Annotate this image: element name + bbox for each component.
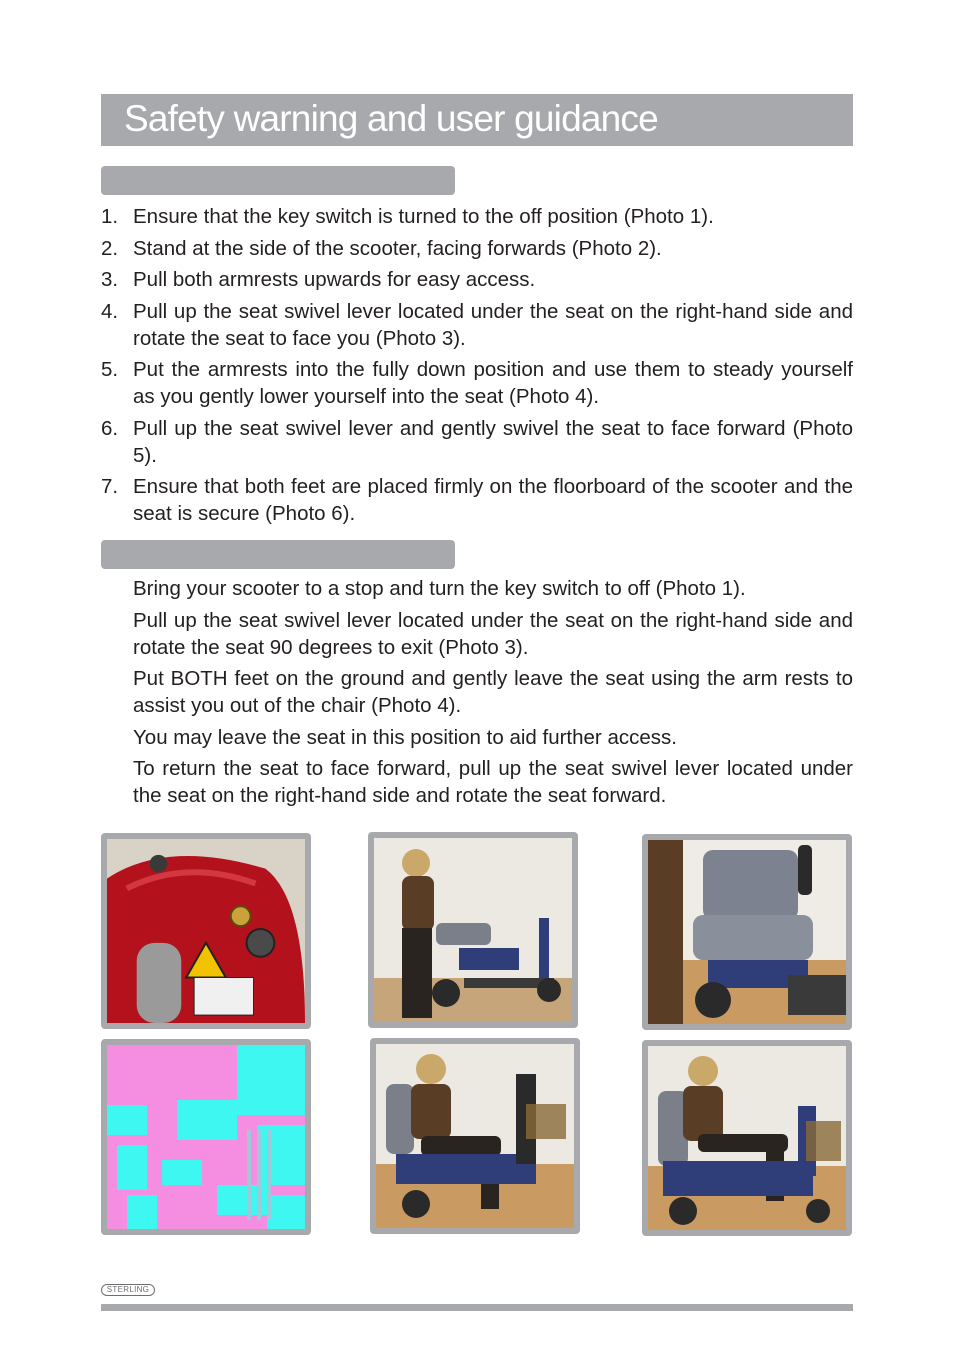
list-item: Bring your scooter to a stop and turn the key switch to off (Photo 1). — [133, 577, 746, 600]
list-item — [101, 266, 853, 293]
list-item: Pull up the seat swivel lever located under the seat on the right-hand side and rotate the seat 90 degrees to exit (Photo 3). — [133, 608, 853, 659]
step-number: 1. — [101, 205, 119, 228]
photo-6-seated-secure — [642, 1040, 852, 1236]
step-number: 6. — [101, 416, 119, 440]
list-item — [101, 356, 853, 410]
list-item — [101, 203, 853, 230]
step-number: 2. — [101, 236, 119, 260]
photo-3-rotating-seat — [642, 834, 852, 1030]
photo-2-standing-beside-scooter — [368, 832, 578, 1028]
step-text: Put the armrests into the fully down position and use them to steady yourself as you gently lower yourself into the seat (Photo 4). — [133, 358, 853, 408]
getting-on-steps — [101, 203, 853, 532]
step-text: Pull up the seat swivel lever located under the seat on the right-hand side and rotate the seat to face you (Photo 3). — [133, 299, 853, 350]
step-text: Ensure that the key switch is turned to the off position (Photo 1). — [133, 205, 714, 228]
step-number: 4. — [101, 299, 119, 323]
list-item: You may leave the seat in this position to aid further access. — [133, 725, 677, 749]
list-item: Put BOTH feet on the ground and gently leave the seat using the arm rests to assist you out of the chair (Photo 4). — [133, 667, 853, 717]
brand-logo: STERLING — [101, 1284, 155, 1296]
photo-5-swivel-forward — [370, 1038, 580, 1234]
page-title: Safety warning and user guidance — [124, 98, 658, 139]
title-bar — [101, 94, 853, 146]
step-text: Pull up the seat swivel lever and gently swivel the seat to face forward (Photo 5). — [133, 416, 853, 467]
section-header-getting-on — [101, 166, 455, 195]
list-item — [101, 415, 853, 469]
list-item — [101, 473, 853, 527]
photo-1-key-switch — [101, 833, 311, 1029]
step-text: Stand at the side of the scooter, facing forwards (Photo 2). — [133, 236, 662, 260]
list-item — [101, 235, 853, 262]
footer-rule — [101, 1304, 853, 1311]
step-text: Pull both armrests upwards for easy access. — [133, 268, 536, 291]
step-text: Ensure that both feet are placed firmly on the floorboard of the scooter and the seat is secure (Photo 6). — [133, 475, 853, 525]
step-number: 3. — [101, 268, 119, 291]
step-number: 5. — [101, 358, 119, 381]
section-header-getting-off — [101, 540, 455, 569]
list-item: To return the seat to face forward, pull up the seat swivel lever located under the seat on the right-hand side and rotate the seat forward. — [133, 757, 853, 807]
step-number: 7. — [101, 475, 119, 498]
list-item — [101, 298, 853, 352]
photo-4-lowering-into-seat — [101, 1039, 311, 1235]
getting-off-instructions — [133, 575, 853, 814]
